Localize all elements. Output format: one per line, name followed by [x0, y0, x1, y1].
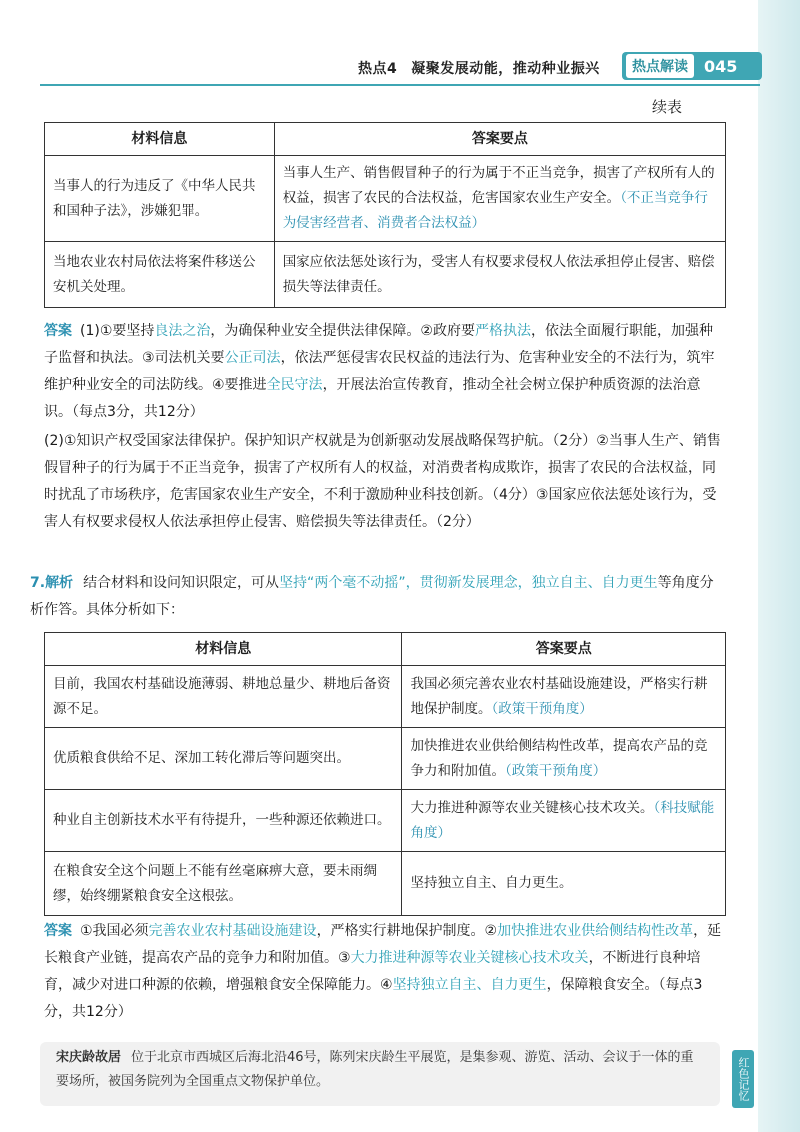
table-row	[45, 790, 726, 852]
table-row	[45, 242, 726, 308]
col-header-material: 材料信息	[45, 123, 275, 156]
cell-material: 在粮食安全这个问题上不能有丝毫麻痹大意，要未雨绸缪，始终绷紧粮食安全这根弦。	[45, 852, 402, 916]
footer-note	[56, 1046, 696, 1094]
answer-6-part1: 答案 (1)①要坚持良法之治，为确保种业安全提供法律保障。②政府要严格执法，依法全面履行职能，加强种子监督和执法。③司法机关要公正司法，依法严惩侵害农民权益的违法行为、危害种业安全的不法行为，筑牢维护种业安全的司法防线。④要推进全民守法，开展法治宣传教育，推动全社会树立保护种质资源的法治意识。（每点3分，共12分）	[44, 323, 715, 420]
side-strip	[758, 0, 800, 1132]
col-header-answer: 答案要点	[402, 633, 726, 666]
cell-material: 优质粮食供给不足、深加工转化滞后等问题突出。	[45, 728, 402, 790]
question-7-analysis: 7.解析 结合材料和设问知识限定，可从坚持“两个毫不动摇”，贯彻新发展理念，独立自主、自力更生等角度分析作答。具体分析如下：	[30, 575, 714, 618]
header-divider	[40, 84, 760, 86]
table-header-row	[45, 633, 726, 666]
answer-label: 答案	[44, 323, 72, 339]
badge-label: 热点解读	[626, 54, 694, 78]
page-number: 045	[704, 56, 738, 76]
analysis-label: 解析	[45, 575, 74, 591]
table-row	[45, 852, 726, 916]
cell-answer: 当事人生产、销售假冒种子的行为属于不正当竞争，损害了产权所有人的权益，损害了农民的合法权益，危害国家农业生产安全。（不正当竞争行为侵害经营者、消费者合法权益）	[274, 156, 725, 242]
answer-6-part2: (2)①知识产权受国家法律保护。保护知识产权就是为创新驱动发展战略保驾护航。（2分）②当事人生产、销售假冒种子的行为属于不正当竞争，损害了产权所有人的权益，对消费者构成欺诈，损害了农民的合法权益，同时扰乱了市场秩序，危害国家农业生产安全，不利于激励种业科技创新。（4分）③国家应依法惩处该行为，受害人有权要求侵权人依法承担停止侵害、赔偿损失等法律责任。（2分）	[44, 433, 721, 530]
footer-body: 位于北京市西城区后海北沿46号，陈列宋庆龄生平展览，是集参观、游览、活动、会议于一体的重要场所，被国务院列为全国重点文物保护单位。	[56, 1050, 694, 1089]
question-number: 7.	[30, 575, 46, 591]
table-row	[45, 666, 726, 728]
cell-angle: （不正当竞争行为侵害经营者、消费者合法权益）	[282, 190, 708, 231]
cell-angle: （政策干预角度）	[504, 762, 607, 779]
page-header	[0, 0, 800, 90]
header-badge	[622, 52, 762, 80]
table-material-2	[44, 632, 726, 916]
cell-material: 当事人的行为违反了《中华人民共和国种子法》，涉嫌犯罪。	[45, 156, 275, 242]
cell-material: 当地农业农村局依法将案件移送公安机关处理。	[45, 242, 275, 308]
hot-number: 热点4	[358, 61, 398, 77]
answer-7: 答案 ①我国必须完善农业农村基础设施建设，严格实行耕地保护制度。②加快推进农业供给侧结构性改革，延长粮食产业链，提高农产品的竞争力和附加值。③大力推进种源等农业关键核心技术攻关，不断进行良种培育，减少对进口种源的依赖，增强粮食安全保障能力。④坚持独立自主、自力更生，保障粮食安全。（每点3分，共12分）	[44, 923, 722, 1020]
col-header-answer: 答案要点	[274, 123, 725, 156]
hot-title: 凝聚发展动能，推动种业振兴	[411, 61, 600, 77]
header-title	[358, 58, 600, 78]
cell-answer: 国家应依法惩处该行为，受害人有权要求侵权人依法承担停止侵害、赔偿损失等法律责任。	[274, 242, 725, 308]
cell-angle: （科技赋能角度）	[410, 799, 715, 841]
red-memory-tab: 红色记忆	[732, 1050, 754, 1108]
continued-label: 续表	[652, 98, 683, 116]
cell-answer: 我国必须完善农业农村基础设施建设，严格实行耕地保护制度。（政策干预角度）	[402, 666, 726, 728]
table-header-row	[45, 123, 726, 156]
answer-label: 答案	[44, 923, 72, 939]
cell-answer: 坚持独立自主、自力更生。	[402, 852, 726, 916]
col-header-material: 材料信息	[45, 633, 402, 666]
table-material-1	[44, 122, 726, 308]
cell-material: 种业自主创新技术水平有待提升，一些种源还依赖进口。	[45, 790, 402, 852]
cell-angle: （政策干预角度）	[491, 700, 593, 717]
cell-answer: 加快推进农业供给侧结构性改革，提高农产品的竞争力和附加值。（政策干预角度）	[402, 728, 726, 790]
table-row	[45, 728, 726, 790]
cell-material: 目前，我国农村基础设施薄弱、耕地总量少、耕地后备资源不足。	[45, 666, 402, 728]
table-row	[45, 156, 726, 242]
cell-answer: 大力推进种源等农业关键核心技术攻关。（科技赋能角度）	[402, 790, 726, 852]
footer-title: 宋庆龄故居	[56, 1050, 122, 1065]
